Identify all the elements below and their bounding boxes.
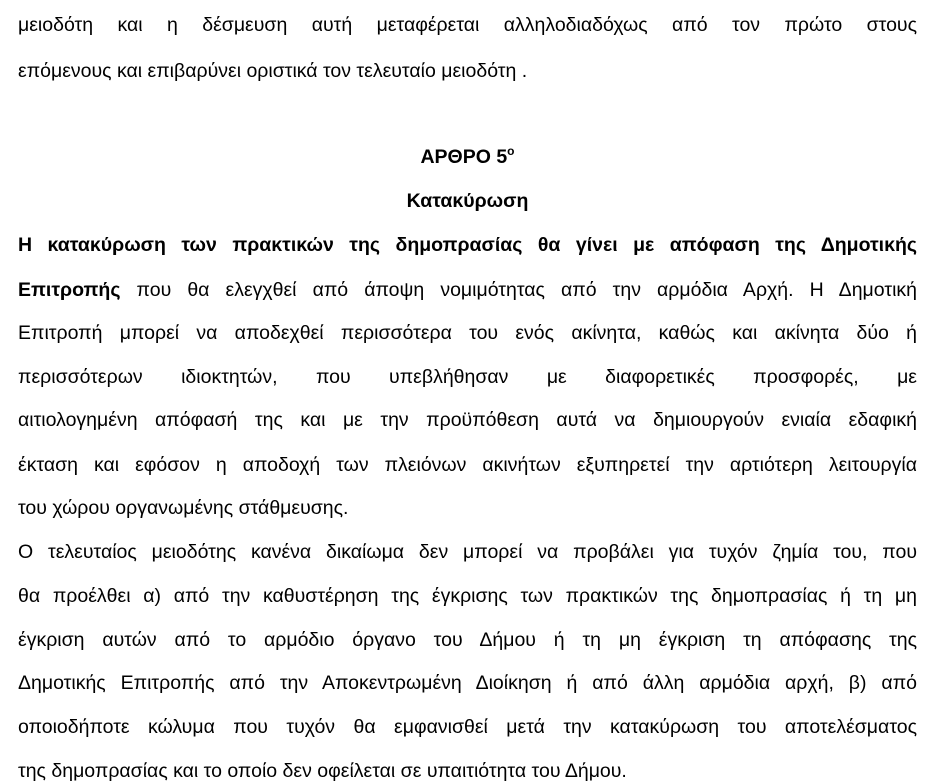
paragraph-1-bold-word: Επιτροπής (18, 279, 121, 301)
article-subtitle: Κατακύρωση (406, 190, 529, 212)
paragraph-2-line-5: οποιοδήποτε κώλυμα που τυχόν θα εμφανισθεί μετά την κατακύρωση του αποτελέσματος (18, 716, 917, 738)
paragraph-1-line-7: του χώρου οργανωμένης στάθμευσης. (18, 497, 349, 519)
paragraph-1-line-3: Επιτροπή μπορεί να αποδεχθεί περισσότερα του ενός ακίνητα, καθώς και ακίνητα δύο ή (18, 322, 917, 344)
paragraph-2-line-2: θα προέλθει α) από την καθυστέρηση της έγκρισης των πρακτικών της δημοπρασίας ή τη μη (18, 585, 917, 607)
paragraph-1-line-5: αιτιολογημένη απόφασή της και με την προϋπόθεση αυτά να δημιουργούν ενιαία εδαφική (18, 409, 917, 431)
article-heading (18, 145, 917, 169)
intro-line-1: μειοδότη και η δέσμευση αυτή μεταφέρεται αλληλοδιαδόχως από τον πρώτο στους (18, 14, 917, 36)
intro-line-2: επόμενους και επιβαρύνει οριστικά τον τελευταίο μειοδότη . (18, 60, 528, 82)
paragraph-2-line-6: της δημοπρασίας και το οποίο δεν οφείλεται σε υπαιτιότητα του Δήμου. (18, 760, 627, 782)
paragraph-1-line-1: Η κατακύρωση των πρακτικών της δημοπρασίας θα γίνει με απόφαση της Δημοτικής (18, 234, 917, 256)
paragraph-2-line-4: Δημοτικής Επιτροπής από την Αποκεντρωμένη Διοίκηση ή από άλλη αρμόδια αρχή, β) από (18, 672, 917, 694)
paragraph-1-line-2 (18, 278, 917, 302)
paragraph-1-line-6: έκταση και εφόσον η αποδοχή των πλειόνων ακινήτων εξυπηρετεί την αρτιότερη λειτουργία (18, 454, 917, 476)
paragraph-1-line-4: περισσότερων ιδιοκτητών, που υπεβλήθησαν με διαφορετικές προσφορές, με (18, 366, 917, 388)
article-heading-superscript: ο (507, 144, 515, 158)
paragraph-2-line-3: έγκριση αυτών από το αρμόδιο όργανο του Δήμου ή τη μη έγκριση τη απόφασης της (18, 629, 917, 651)
paragraph-1-line-2-rest: που θα ελεγχθεί από άποψη νομιμότητας από την αρμόδια Αρχή. Η Δημοτική (120, 279, 917, 301)
paragraph-2-line-1: Ο τελευταίος μειοδότης κανένα δικαίωμα δεν μπορεί να προβάλει για τυχόν ζημία του, που (18, 541, 917, 563)
article-heading-text: ΑΡΘΡΟ 5 (420, 146, 508, 168)
